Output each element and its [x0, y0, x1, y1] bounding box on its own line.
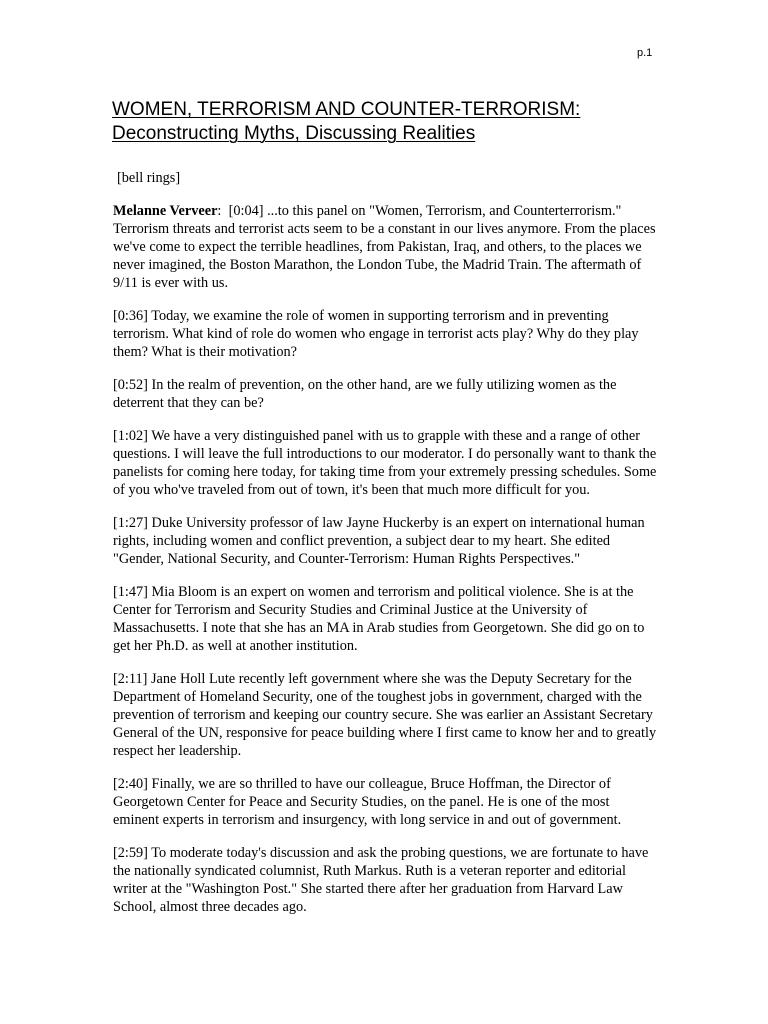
- opening-text: [0:04] ...to this panel on "Women, Terrorism, and Counterterrorism." Terrorism threats and terrorist acts seem to be a constant in our lives anymore. From the places we've come to expect the terrible headlines, from Pakistan, Iraq, and others, to the places we never imagined, the Boston Marathon, the London Tube, the Madrid Train. The aftermath of 9/11 is ever with us.: [113, 203, 656, 291]
- transcript-paragraph: [0:36] Today, we examine the role of women in supporting terrorism and in preventing terrorism. What kind of role do women who engage in terrorist acts play? Why do they play them? What is their motivation?: [113, 308, 639, 360]
- transcript-paragraph: [2:11] Jane Holl Lute recently left government where she was the Deputy Secretary for the Department of Homeland Security, one of the toughest jobs in government, charged with the prevention of terrorism and keeping our country secure. She was earlier an Assistant Secretary General of the UN, responsive for peace building where I first came to know her and to greatly respect her leadership.: [113, 671, 657, 759]
- transcript-paragraph: [1:27] Duke University professor of law Jayne Huckerby is an expert on international human rights, including women and conflict prevention, a subject dear to my heart. She edited "Gender, National Security, and Counter-Terrorism: Human Rights Perspectives.": [113, 515, 645, 567]
- transcript-body: [113, 169, 658, 931]
- transcript-paragraph: [1:47] Mia Bloom is an expert on women and terrorism and political violence. She is at the Center for Terrorism and Security Studies and Criminal Justice at the University of Massachusetts. I note that she has an MA in Arab studies from Georgetown. She did go on to get her Ph.D. as well at another institution.: [113, 584, 645, 654]
- transcript-paragraph: [0:52] In the realm of prevention, on the other hand, are we fully utilizing women as the deterrent that they can be?: [113, 377, 617, 411]
- document-title: [112, 98, 672, 146]
- speaker-colon: :: [217, 203, 222, 219]
- transcript-paragraph: [2:59] To moderate today's discussion and ask the probing questions, we are fortunate to have the nationally syndicated columnist, Ruth Markus. Ruth is a veteran reporter and editorial writer at the "Washington Post." She started there after her graduation from Harvard Law School, almost three decades ago.: [113, 845, 649, 915]
- transcript-paragraph-opening: [113, 202, 658, 292]
- stage-direction: [bell rings]: [117, 170, 181, 186]
- transcript-paragraph: [1:02] We have a very distinguished panel with us to grapple with these and a range of other questions. I will leave the full introductions to our moderator. I do personally want to thank the panelists for coming here today, for taking time from your extremely pressing schedules. Some of you who've traveled from out of town, it's been that much more difficult for you.: [113, 428, 657, 498]
- transcript-paragraph: [2:40] Finally, we are so thrilled to have our colleague, Bruce Hoffman, the Director of Georgetown Center for Peace and Security Studies, on the panel. He is one of the most eminent experts in terrorism and insurgency, with long service in and out of government.: [113, 776, 622, 828]
- speaker-name: Melanne Verveer: [113, 203, 218, 219]
- title-line-subtitle: Deconstructing Myths, Discussing Realities: [112, 123, 476, 144]
- page-number: p.1: [637, 47, 653, 59]
- title-line-main: WOMEN, TERRORISM AND COUNTER-TERRORISM:: [112, 99, 581, 120]
